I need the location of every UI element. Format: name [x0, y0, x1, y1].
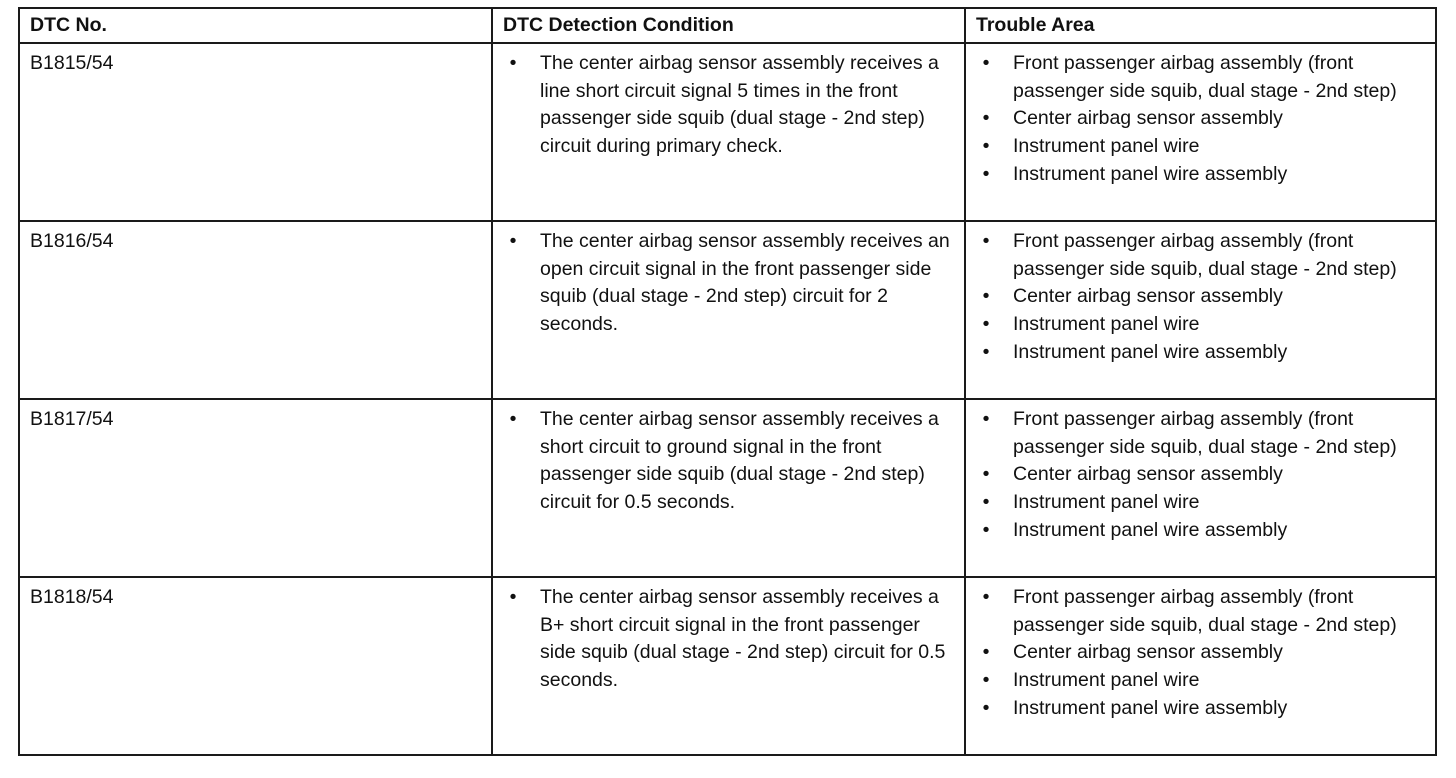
- detection-condition-cell-list: [503, 406, 954, 517]
- bullet-icon: •: [982, 313, 990, 336]
- bullet-icon: •: [982, 229, 990, 252]
- dtc-code: B1817/54: [30, 407, 114, 430]
- trouble-area-cell-list: [976, 406, 1425, 545]
- detection-condition-cell: [492, 577, 965, 755]
- trouble-area-cell-list: [976, 50, 1425, 189]
- condition-item: [503, 406, 954, 517]
- table-body: [19, 43, 1436, 755]
- bullet-icon: •: [982, 463, 990, 486]
- bullet-icon: •: [982, 107, 990, 130]
- trouble-area-item-text: Center airbag sensor assembly: [1013, 285, 1283, 308]
- trouble-area-cell: [965, 399, 1436, 577]
- trouble-area-item: [976, 50, 1425, 106]
- trouble-area-item-text: Front passenger airbag assembly (front passenger side squib, dual stage - 2nd step): [1013, 585, 1397, 636]
- trouble-area-item: [976, 461, 1425, 489]
- detection-condition-cell: [492, 43, 965, 221]
- trouble-area-item: [976, 339, 1425, 367]
- trouble-area-item-text: Front passenger airbag assembly (front passenger side squib, dual stage - 2nd step): [1013, 229, 1397, 280]
- dtc-code-cell: [19, 399, 492, 577]
- detection-condition-cell-list: [503, 584, 954, 695]
- trouble-area-cell-list: [976, 584, 1425, 723]
- condition-item: [503, 584, 954, 695]
- trouble-area-cell: [965, 577, 1436, 755]
- table-row: [19, 399, 1436, 577]
- trouble-area-item: [976, 161, 1425, 189]
- bullet-icon: •: [982, 162, 990, 185]
- bullet-icon: •: [509, 585, 517, 608]
- bullet-icon: •: [982, 340, 990, 363]
- dtc-table: [18, 7, 1437, 756]
- trouble-area-item-text: Instrument panel wire: [1013, 135, 1200, 158]
- detection-condition-cell-list: [503, 228, 954, 339]
- bullet-icon: •: [982, 585, 990, 608]
- header-row: [19, 8, 1436, 43]
- trouble-area-item: [976, 133, 1425, 161]
- table-header: [19, 8, 1436, 43]
- trouble-area-cell-list: [976, 228, 1425, 367]
- trouble-area-item-text: Instrument panel wire: [1013, 491, 1200, 514]
- table-row: [19, 577, 1436, 755]
- condition-item-text: The center airbag sensor assembly receives a line short circuit signal 5 times in the front passenger side squib (dual stage - 2nd step) circuit during primary check.: [540, 51, 939, 158]
- trouble-area-item: [976, 283, 1425, 311]
- bullet-icon: •: [982, 407, 990, 430]
- bullet-icon: •: [982, 641, 990, 664]
- condition-item-text: The center airbag sensor assembly receives a B+ short circuit signal in the front passenger side squib (dual stage - 2nd step) circuit for 0.5 seconds.: [540, 585, 946, 692]
- dtc-code: B1818/54: [30, 585, 114, 608]
- condition-item-text: The center airbag sensor assembly receives a short circuit to ground signal in the front passenger side squib (dual stage - 2nd step) circuit for 0.5 seconds.: [540, 407, 939, 514]
- bullet-icon: •: [509, 229, 517, 252]
- trouble-area-item-text: Instrument panel wire assembly: [1013, 340, 1288, 363]
- bullet-icon: •: [509, 407, 517, 430]
- dtc-code-cell: [19, 221, 492, 399]
- trouble-area-item: [976, 105, 1425, 133]
- dtc-code: B1815/54: [30, 51, 114, 74]
- detection-condition-cell: [492, 399, 965, 577]
- trouble-area-item-text: Center airbag sensor assembly: [1013, 463, 1283, 486]
- header-dtc-no: DTC No.: [19, 8, 492, 43]
- condition-item-text: The center airbag sensor assembly receives an open circuit signal in the front passenger side squib (dual stage - 2nd step) circuit for 2 seconds.: [540, 229, 950, 336]
- bullet-icon: •: [982, 518, 990, 541]
- dtc-code: B1816/54: [30, 229, 114, 252]
- bullet-icon: •: [982, 669, 990, 692]
- condition-item: [503, 50, 954, 161]
- header-detection-condition: DTC Detection Condition: [492, 8, 965, 43]
- trouble-area-item: [976, 311, 1425, 339]
- trouble-area-item-text: Front passenger airbag assembly (front passenger side squib, dual stage - 2nd step): [1013, 51, 1397, 102]
- bullet-icon: •: [982, 696, 990, 719]
- trouble-area-cell: [965, 43, 1436, 221]
- trouble-area-item-text: Instrument panel wire assembly: [1013, 696, 1288, 719]
- detection-condition-cell-list: [503, 50, 954, 161]
- trouble-area-item: [976, 489, 1425, 517]
- trouble-area-item: [976, 639, 1425, 667]
- trouble-area-item: [976, 695, 1425, 723]
- trouble-area-item-text: Instrument panel wire assembly: [1013, 518, 1288, 541]
- trouble-area-item: [976, 584, 1425, 640]
- bullet-icon: •: [982, 135, 990, 158]
- header-trouble-area: Trouble Area: [965, 8, 1436, 43]
- trouble-area-item-text: Front passenger airbag assembly (front passenger side squib, dual stage - 2nd step): [1013, 407, 1397, 458]
- condition-item: [503, 228, 954, 339]
- bullet-icon: •: [509, 51, 517, 74]
- trouble-area-item-text: Center airbag sensor assembly: [1013, 641, 1283, 664]
- trouble-area-item: [976, 667, 1425, 695]
- trouble-area-item: [976, 228, 1425, 284]
- trouble-area-item: [976, 406, 1425, 462]
- trouble-area-item-text: Instrument panel wire: [1013, 669, 1200, 692]
- table-row: [19, 43, 1436, 221]
- bullet-icon: •: [982, 51, 990, 74]
- trouble-area-cell: [965, 221, 1436, 399]
- trouble-area-item: [976, 517, 1425, 545]
- detection-condition-cell: [492, 221, 965, 399]
- trouble-area-item-text: Instrument panel wire: [1013, 313, 1200, 336]
- bullet-icon: •: [982, 285, 990, 308]
- table-row: [19, 221, 1436, 399]
- bullet-icon: •: [982, 491, 990, 514]
- trouble-area-item-text: Center airbag sensor assembly: [1013, 107, 1283, 130]
- dtc-code-cell: [19, 577, 492, 755]
- trouble-area-item-text: Instrument panel wire assembly: [1013, 162, 1288, 185]
- dtc-code-cell: [19, 43, 492, 221]
